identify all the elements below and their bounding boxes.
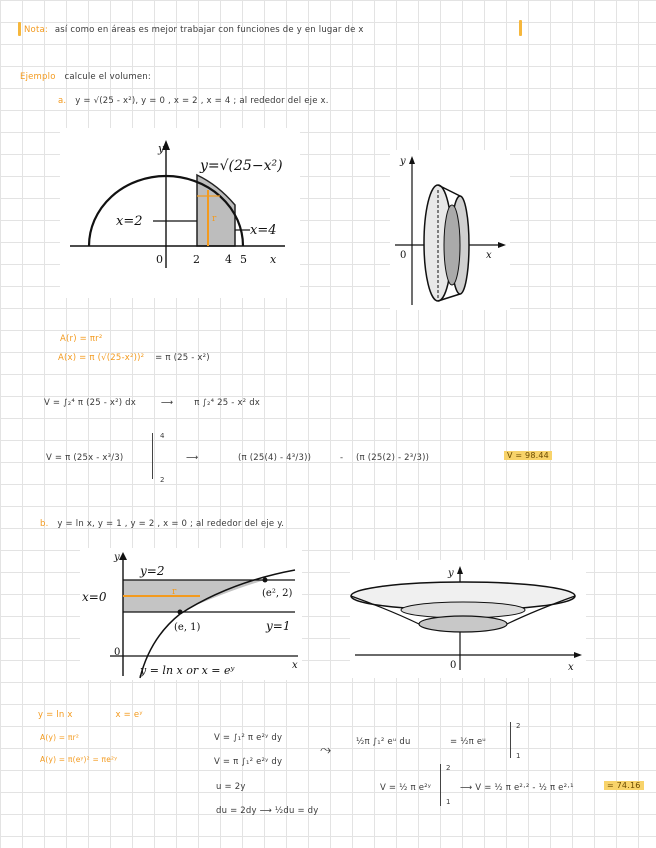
part-b-marker: b. bbox=[40, 519, 49, 529]
mid-line-label: y=1 bbox=[266, 619, 291, 633]
work-sub-1: u = 2y bbox=[216, 782, 246, 792]
result-a: V = 98.44 bbox=[504, 451, 552, 460]
area-line-2-left: A(x) = π (√(25-x²))² bbox=[58, 353, 145, 363]
solid-b-origin: 0 bbox=[450, 660, 457, 671]
strip-b-label: r bbox=[172, 587, 177, 597]
note-text: así como en áreas es mejor trabajar con funciones de y en lugar de x bbox=[54, 25, 364, 35]
note-end-marker bbox=[519, 20, 522, 36]
vol-line-2-left: V = π (25x - x³/3) bbox=[46, 453, 124, 463]
fig-a-y-label: y bbox=[158, 142, 165, 155]
part-a-line bbox=[58, 96, 329, 106]
solid-a-x-label: x bbox=[486, 250, 492, 261]
note-line bbox=[24, 25, 364, 35]
work-v4-bottom-limit: 1 bbox=[516, 752, 521, 760]
part-b-region-figure bbox=[80, 548, 302, 680]
part-b-statement: y = ln x, y = 1 , y = 2 , x = 0 ; al rededor del eje y. bbox=[57, 519, 285, 529]
tick-4: 4 bbox=[225, 253, 232, 266]
solid-a-origin: 0 bbox=[400, 250, 407, 261]
note-marker bbox=[18, 22, 21, 36]
fig-b-x-label: x bbox=[292, 660, 298, 671]
fig-a-origin: 0 bbox=[156, 253, 163, 266]
work-line-1 bbox=[38, 710, 143, 720]
vol-line-2-top-limit: 4 bbox=[160, 432, 165, 440]
solid-b-y-label: y bbox=[448, 568, 454, 579]
point-bottom bbox=[178, 610, 183, 615]
arrow-icon: ⟶ bbox=[186, 453, 199, 463]
axis-label: x=0 bbox=[82, 590, 107, 604]
part-b-solid-figure bbox=[350, 560, 586, 678]
work-v5-bottom-limit: 1 bbox=[446, 798, 451, 806]
work-l1a: y = ln x bbox=[38, 710, 73, 720]
strip-label: r bbox=[212, 214, 217, 224]
curve-label: y=√(25−x²) bbox=[200, 158, 283, 174]
note-label: Nota: bbox=[24, 25, 48, 35]
right-line-label: x=4 bbox=[250, 223, 277, 238]
evaluation-bar-b2 bbox=[440, 764, 441, 806]
tick-5: 5 bbox=[240, 253, 247, 266]
work-line-2: A(y) = πr² bbox=[40, 733, 80, 742]
fig-b-y-label: y bbox=[114, 552, 120, 563]
top-line-label: y=2 bbox=[140, 564, 165, 578]
evaluation-bar bbox=[152, 433, 153, 479]
point-bottom-label: (e, 1) bbox=[174, 622, 201, 633]
solid-a-y-label: y bbox=[400, 156, 406, 167]
area-line-2-right: = π (25 - x²) bbox=[155, 353, 210, 363]
vol-line-2-right-1: (π (25(4) - 4³/3)) bbox=[238, 453, 312, 463]
point-top-label: (e², 2) bbox=[262, 588, 293, 599]
work-v1: V = ∫₁² π e²ʸ dy bbox=[214, 733, 283, 743]
work-sub-2: du = 2dy ⟶ ½du = dy bbox=[216, 806, 319, 816]
example-heading: Ejemplo bbox=[20, 72, 56, 82]
evaluation-bar-b1 bbox=[510, 722, 511, 758]
work-v5-top-limit: 2 bbox=[446, 764, 451, 772]
tick-2: 2 bbox=[193, 253, 200, 266]
part-a-solid-figure bbox=[390, 150, 510, 310]
work-l1b: x = eʸ bbox=[115, 710, 143, 720]
arrow-icon: ⟶ bbox=[160, 398, 174, 408]
curved-arrow-icon: ⤳ bbox=[320, 742, 332, 758]
part-a-marker: a. bbox=[58, 96, 67, 106]
curve-b-label: y = ln x or x = eʸ bbox=[140, 664, 235, 677]
area-line-1: A(r) = πr² bbox=[60, 334, 103, 344]
vol-line-2-bottom-limit: 2 bbox=[160, 476, 165, 484]
work-v4-top-limit: 2 bbox=[516, 722, 521, 730]
fig-b-origin: 0 bbox=[114, 647, 121, 658]
vol-line-2-minus: - bbox=[340, 453, 344, 463]
vol-line-1-right: π ∫₂⁴ 25 - x² dx bbox=[194, 398, 261, 408]
work-line-3: A(y) = π(eʸ)² = πe²ʸ bbox=[40, 755, 118, 764]
fig-a-x-label: x bbox=[270, 253, 277, 266]
left-line-label: x=2 bbox=[116, 214, 143, 229]
part-a-statement: y = √(25 - x²), y = 0 , x = 2 , x = 4 ; al rededor del eje x. bbox=[75, 96, 329, 106]
solid-disk bbox=[444, 205, 460, 285]
vol-line-1-left: V = ∫₂⁴ π (25 - x²) dx bbox=[44, 398, 136, 408]
example-instruction: calcule el volumen: bbox=[64, 72, 151, 82]
work-v6: ⟶ V = ½ π e²·² - ½ π e²·¹ bbox=[460, 783, 574, 793]
work-v3: ½π ∫₁² eᵘ du bbox=[356, 737, 411, 747]
result-b: = 74.16 bbox=[604, 781, 644, 790]
work-v2: V = π ∫₁² e²ʸ dy bbox=[214, 757, 283, 767]
part-b-line bbox=[40, 519, 284, 529]
vol-line-1 bbox=[44, 398, 260, 408]
work-v5: V = ½ π e²ʸ bbox=[380, 783, 432, 793]
part-a-region-figure bbox=[60, 128, 300, 298]
vol-line-2-right-2: (π (25(2) - 2³/3)) bbox=[356, 453, 430, 463]
example-heading-line bbox=[20, 72, 151, 82]
solid-b-x-label: x bbox=[568, 662, 574, 673]
area-line-2 bbox=[58, 353, 210, 363]
point-top bbox=[263, 578, 268, 583]
solid-bottom-disk bbox=[419, 616, 507, 632]
work-v4: = ½π eᵘ bbox=[450, 737, 486, 747]
